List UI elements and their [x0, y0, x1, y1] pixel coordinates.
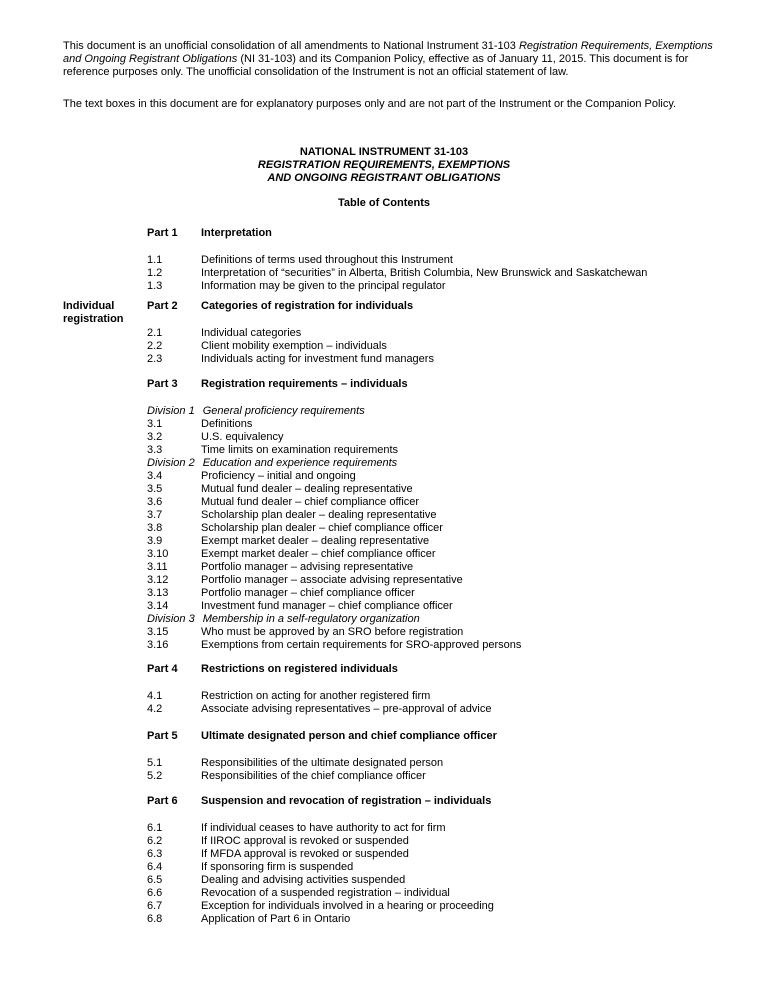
toc-section	[147, 770, 426, 783]
section-number: 3.5	[147, 483, 163, 495]
section-title: Mutual fund dealer – chief compliance officer	[201, 496, 420, 508]
toc-section	[147, 757, 443, 770]
section-number: 3.3	[147, 444, 163, 456]
section-title: If individual ceases to have authority to act for firm	[201, 822, 446, 834]
section-number: 3.13	[147, 587, 169, 599]
toc-section	[147, 548, 436, 561]
section-number: 3.4	[147, 470, 163, 482]
toc-section	[147, 822, 446, 835]
toc-section	[147, 280, 446, 293]
part-number: Part 6	[147, 795, 178, 807]
part-number: Part 3	[147, 378, 178, 390]
toc-section	[147, 267, 647, 280]
section-number: 3.16	[147, 639, 169, 651]
section-number: 6.3	[147, 848, 163, 860]
title-line-3: AND ONGOING REGISTRANT OBLIGATIONS	[267, 172, 501, 184]
toc-section	[147, 470, 356, 483]
section-title: If IIROC approval is revoked or suspended	[201, 835, 409, 847]
section-number: 5.1	[147, 757, 163, 769]
part-number: Part 4	[147, 663, 178, 675]
section-title: Exempt market dealer – chief compliance officer	[201, 548, 436, 560]
section-title: Mutual fund dealer – dealing representative	[201, 483, 413, 495]
section-number: 2.1	[147, 327, 163, 339]
section-title: Client mobility exemption – individuals	[201, 340, 387, 352]
toc-part-heading	[147, 795, 491, 808]
section-title: Associate advising representatives – pre-approval of advice	[201, 703, 492, 715]
section-number: 2.2	[147, 340, 163, 352]
part-title: Interpretation	[201, 227, 272, 239]
section-number: 3.8	[147, 522, 163, 534]
section-title: Individual categories	[201, 327, 302, 339]
part-title: Suspension and revocation of registration – individuals	[201, 795, 492, 807]
toc-section	[147, 353, 434, 366]
intro-note	[63, 98, 713, 111]
toc-section	[147, 418, 252, 431]
section-number: 3.15	[147, 626, 169, 638]
toc-section	[147, 887, 450, 900]
section-title: Portfolio manager – associate advising representative	[201, 574, 463, 586]
toc-section	[147, 522, 443, 535]
section-title: Scholarship plan dealer – chief compliance officer	[201, 522, 443, 534]
intro-text-b: (NI 31-103) and its Companion Policy, effective as of January 11, 2015. This document is for reference purposes only. The unofficial consolidation of the Instrument is not an official statement of law.	[63, 53, 689, 78]
intro-text-italic: Registration Requirements, Exemptions and Ongoing Registrant Obligations	[63, 40, 713, 65]
section-number: 6.1	[147, 822, 163, 834]
toc-section	[147, 509, 436, 522]
toc-section	[147, 483, 413, 496]
section-title: Scholarship plan dealer – dealing representative	[201, 509, 437, 521]
section-title: Information may be given to the principal regulator	[201, 280, 446, 292]
title-line-2: REGISTRATION REQUIREMENTS, EXEMPTIONS	[257, 159, 511, 171]
section-title: U.S. equivalency	[201, 431, 284, 443]
section-title: Proficiency – initial and ongoing	[201, 470, 356, 482]
part-number: Part 1	[147, 227, 178, 239]
toc-part-heading	[147, 378, 408, 391]
part-number: Part 5	[147, 730, 178, 742]
toc-section	[147, 703, 491, 716]
toc-section	[147, 587, 415, 600]
section-number: 6.7	[147, 900, 163, 912]
toc-section	[147, 600, 453, 613]
section-number: 3.9	[147, 535, 163, 547]
part-title: Restrictions on registered individuals	[201, 663, 398, 675]
section-title: Dealing and advising activities suspended	[201, 874, 406, 886]
section-title: Revocation of a suspended registration – individual	[201, 887, 450, 899]
toc-section	[147, 626, 463, 639]
section-title: Investment fund manager – chief compliance officer	[201, 600, 453, 612]
toc-title: Table of Contents	[337, 197, 431, 209]
intro-paragraph	[63, 40, 713, 79]
section-title: Exception for individuals involved in a hearing or proceeding	[201, 900, 494, 912]
section-title: Application of Part 6 in Ontario	[201, 913, 351, 925]
section-number: 3.11	[147, 561, 168, 573]
toc-section	[147, 444, 398, 457]
toc-section	[147, 913, 350, 926]
section-title: Definitions of terms used throughout this Instrument	[201, 254, 453, 266]
section-title: Who must be approved by an SRO before registration	[201, 626, 464, 638]
section-title: Restriction on acting for another registered firm	[201, 690, 431, 702]
division-label: Division 2	[147, 457, 195, 469]
section-number: 4.1	[147, 690, 163, 702]
section-number: 3.1	[147, 418, 163, 430]
division-label: Division 1	[147, 405, 195, 417]
section-number: 3.2	[147, 431, 163, 443]
toc-section	[147, 535, 429, 548]
title-line-1: NATIONAL INSTRUMENT 31-103	[299, 146, 469, 158]
toc-part-heading	[147, 227, 272, 240]
toc-section	[147, 639, 521, 652]
section-number: 1.3	[147, 280, 163, 292]
toc-section	[147, 835, 409, 848]
toc-part-heading	[147, 300, 413, 313]
section-number: 3.14	[147, 600, 169, 612]
intro-text-a: This document is an unofficial consolidation of all amendments to National Instrument 31-103	[63, 40, 519, 52]
side-label: Individual registration	[63, 300, 124, 325]
toc-section	[147, 254, 453, 267]
section-number: 6.5	[147, 874, 163, 886]
toc-part-heading	[147, 730, 497, 743]
section-title: Responsibilities of the ultimate designated person	[201, 757, 444, 769]
toc-section	[147, 861, 353, 874]
section-number: 1.2	[147, 267, 163, 279]
section-number: 2.3	[147, 353, 163, 365]
section-number: 1.1	[147, 254, 163, 266]
section-title: Portfolio manager – advising representative	[201, 561, 414, 573]
section-title: If MFDA approval is revoked or suspended	[201, 848, 409, 860]
toc-section	[147, 561, 413, 574]
section-title: Exemptions from certain requirements for SRO-approved persons	[201, 639, 522, 651]
toc-section	[147, 848, 409, 861]
toc-part-heading	[147, 663, 398, 676]
toc-section	[147, 900, 494, 913]
toc-division	[147, 613, 420, 626]
part-title: Registration requirements – individuals	[201, 378, 408, 390]
section-number: 3.10	[147, 548, 169, 560]
section-number: 6.4	[147, 861, 163, 873]
toc-section	[147, 690, 430, 703]
document-title	[0, 146, 768, 185]
toc-division	[147, 405, 365, 418]
toc-section	[147, 574, 463, 587]
section-number: 3.12	[147, 574, 169, 586]
section-title: Responsibilities of the chief compliance officer	[201, 770, 426, 782]
division-title: Education and experience requirements	[202, 457, 398, 469]
section-number: 4.2	[147, 703, 163, 715]
toc-section	[147, 340, 387, 353]
section-title: Interpretation of “securities” in Alberta, British Columbia, New Brunswick and Saskatchewan	[201, 267, 648, 279]
section-title: Time limits on examination requirements	[201, 444, 399, 456]
section-title: If sponsoring firm is suspended	[201, 861, 354, 873]
intro-note-text: The text boxes in this document are for explanatory purposes only and are not part of the Instrument or the Companion Policy.	[63, 98, 677, 110]
section-title: Portfolio manager – chief compliance officer	[201, 587, 415, 599]
toc-section	[147, 874, 405, 887]
section-number: 6.2	[147, 835, 163, 847]
toc-section	[147, 327, 301, 340]
section-title: Exempt market dealer – dealing representative	[201, 535, 430, 547]
division-label: Division 3	[147, 613, 195, 625]
section-title: Individuals acting for investment fund managers	[201, 353, 434, 365]
division-title: General proficiency requirements	[202, 405, 365, 417]
toc-section	[147, 431, 284, 444]
division-title: Membership in a self-regulatory organization	[202, 613, 420, 625]
section-number: 5.2	[147, 770, 163, 782]
section-number: 3.7	[147, 509, 163, 521]
section-number: 6.6	[147, 887, 163, 899]
toc-division	[147, 457, 397, 470]
section-title: Definitions	[201, 418, 253, 430]
part-number: Part 2	[147, 300, 178, 312]
section-number: 6.8	[147, 913, 163, 925]
part-title: Ultimate designated person and chief compliance officer	[201, 730, 497, 742]
part-title: Categories of registration for individuals	[201, 300, 414, 312]
toc-section	[147, 496, 419, 509]
section-number: 3.6	[147, 496, 163, 508]
